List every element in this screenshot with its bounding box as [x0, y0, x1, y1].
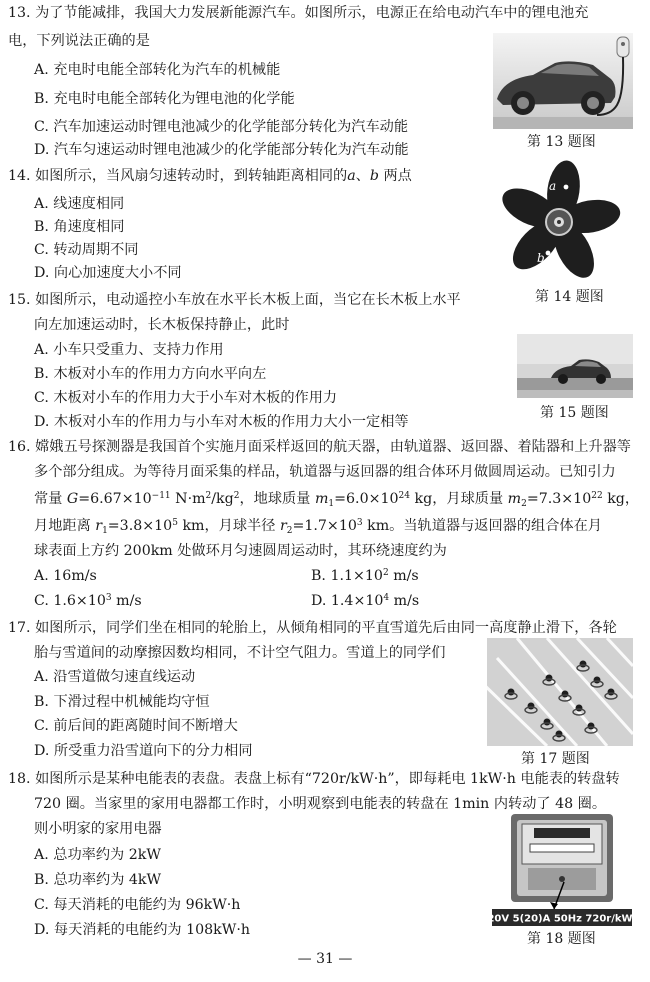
q14-caption: 第 14 题图 [535, 289, 604, 305]
fan-label-b: b [537, 251, 545, 265]
q16-stem-line1: 16. 嫦娥五号探测器是我国首个实施月面采样返回的航天器，由轨道器、返回器、着陆器和上升器等 [8, 439, 631, 455]
q15-option-d: D. 木板对小车的作用力与小车对木板的作用力大小一定相等 [34, 414, 409, 430]
q14-option-b: B. 角速度相同 [34, 219, 125, 235]
q15-stem-line1: 15. 如图所示，电动遥控小车放在水平长木板上面，当它在长木板上水平 [8, 292, 461, 308]
q16-option-a: A. 16m/s [34, 568, 97, 584]
q16-b-text: B. 1.1×10 [311, 568, 383, 584]
q16-subscript: 2 [521, 499, 527, 509]
q17-option-d: D. 所受重力沿雪道向下的分力相同 [34, 743, 253, 759]
q16-option-c [34, 594, 142, 608]
q18-option-a: A. 总功率约为 2kW [34, 847, 161, 863]
q18-option-b: B. 总功率约为 4kW [34, 872, 162, 888]
q14-figure-fan [497, 160, 621, 284]
q13-option-b: B. 充电时电能全部转化为锂电池的化学能 [34, 91, 295, 107]
q16-b-exponent: 2 [382, 568, 389, 578]
q13-stem-line2: 电，下列说法正确的是 [8, 33, 150, 49]
q16-text: 月地距离 [34, 518, 96, 534]
q18-caption: 第 18 题图 [527, 931, 596, 947]
q16-d-text: D. 1.4×10 [311, 593, 384, 609]
q16-option-d [311, 594, 419, 608]
q13-option-a: A. 充电时电能全部转化为汽车的机械能 [34, 62, 281, 78]
q14-point-b: b [369, 168, 379, 184]
q16-stem-line3 [34, 491, 640, 509]
q16-var-r: r [95, 518, 103, 534]
q13-option-d: D. 汽车匀速运动时锂电池减少的化学能部分转化为汽车动能 [34, 142, 409, 158]
meter-rating-label: 220V 5(20)A 50Hz 720r/kW·h [480, 913, 644, 925]
q16-text: =7.3×10 [526, 491, 592, 507]
q18-stem-line2: 720 圈。当家里的家用电器都工作时，小明观察到电能表的转盘在 1min 内转动了 48 圈。 [34, 796, 607, 812]
q16-text: kg，月球质量 [410, 491, 508, 507]
q16-text: N·m [170, 491, 206, 507]
q16-b-unit: m/s [388, 568, 419, 584]
q17-stem-line2: 胎与雪道间的动摩擦因数均相同，不计空气阻力。雪道上的同学们 [34, 645, 446, 661]
q16-text: 常量 [34, 491, 67, 507]
q16-subscript: 1 [102, 526, 108, 536]
q18-option-c: C. 每天消耗的电能约为 96kW·h [34, 897, 241, 913]
q18-option-d: D. 每天消耗的电能约为 108kW·h [34, 922, 250, 938]
q16-c-text: C. 1.6×10 [34, 593, 106, 609]
q15-option-c: C. 木板对小车的作用力大于小车对木板的作用力 [34, 390, 338, 406]
q15-stem-line2: 向左加速运动时，长木板保持静止，此时 [34, 317, 290, 333]
q16-exponent: −11 [151, 491, 171, 501]
q16-var-m: m [507, 491, 522, 507]
q16-var-G: G [66, 491, 79, 507]
q17-stem-line1: 17. 如图所示，同学们坐在相同的轮胎上，从倾角相同的平直雪道先后由同一高度静止滑下，各轮 [8, 620, 617, 636]
q14-stem-line1 [8, 169, 412, 183]
q16-text: kg， [602, 491, 640, 507]
q15-option-b: B. 木板对小车的作用力方向水平向左 [34, 366, 267, 382]
q16-var-m: m [314, 491, 329, 507]
q16-text: km，月球半径 [177, 518, 280, 534]
q16-c-unit: m/s [111, 593, 142, 609]
q16-text: =6.67×10 [78, 491, 152, 507]
q16-var-r: r [279, 518, 287, 534]
q17-caption: 第 17 题图 [521, 751, 590, 767]
q17-option-b: B. 下滑过程中机械能均守恒 [34, 694, 210, 710]
q16-c-exponent: 3 [105, 593, 112, 603]
q16-d-exponent: 4 [383, 593, 390, 603]
q13-option-c: C. 汽车加速运动时锂电池减少的化学能部分转化为汽车动能 [34, 119, 409, 135]
q16-stem-line5: 球表面上方约 200km 处做环月匀速圆周运动时，其环绕速度约为 [34, 543, 447, 559]
q17-figure-snow-slope [487, 638, 633, 746]
q14-stem-text: 14. 如图所示，当风扇匀速转动时，到转轴距离相同的 [8, 168, 348, 184]
q16-text: =6.0×10 [334, 491, 399, 507]
q18-stem-line3: 则小明家的家用电器 [34, 821, 162, 837]
q16-exponent: 22 [591, 491, 603, 501]
q16-exponent: 2 [233, 491, 240, 501]
q14-option-d: D. 向心加速度大小不同 [34, 265, 182, 281]
q16-exponent: 3 [356, 518, 363, 528]
q14-separator: 、 [355, 168, 370, 184]
q16-exponent: 5 [172, 518, 178, 528]
q14-point-a: a [347, 168, 356, 184]
q15-figure-rc-car [517, 334, 633, 398]
q16-text: =1.7×10 [292, 518, 357, 534]
q13-figure-charging-car [493, 33, 633, 129]
q16-d-unit: m/s [389, 593, 420, 609]
q15-option-a: A. 小车只受重力、支持力作用 [34, 342, 224, 358]
q16-text: /kg [211, 491, 234, 507]
q14-option-a: A. 线速度相同 [34, 196, 125, 212]
q14-stem-end: 两点 [378, 168, 412, 184]
q16-option-b [311, 569, 419, 583]
q16-text: ，地球质量 [239, 491, 315, 507]
q16-stem-line4 [34, 518, 602, 536]
q16-stem-line2: 多个部分组成。为等待月面采集的样品，轨道器与返回器的组合体环月做圆周运动。已知引力 [34, 464, 616, 480]
q17-option-c: C. 前后间的距离随时间不断增大 [34, 718, 238, 734]
q18-stem-line1: 18. 如图所示是某种电能表的表盘。表盘上标有“720r/kW·h”，即每耗电 1kW·h 电能表的转盘转 [8, 771, 620, 787]
q13-stem-line1: 13. 为了节能减排，我国大力发展新能源汽车。如图所示，电源正在给电动汽车中的锂电池充 [8, 5, 589, 21]
page-number: — 31 — [297, 951, 353, 967]
q13-caption: 第 13 题图 [527, 134, 596, 150]
q14-option-c: C. 转动周期不同 [34, 242, 139, 258]
q16-exponent: 2 [205, 491, 212, 501]
q16-subscript: 2 [286, 526, 293, 536]
q16-subscript: 1 [328, 499, 335, 509]
q16-text: km。当轨道器与返回器的组合体在月 [362, 518, 602, 534]
q16-text: =3.8×10 [107, 518, 173, 534]
q18-figure-electric-meter [480, 812, 644, 926]
q16-exponent: 24 [398, 491, 410, 501]
fan-label-a: a [549, 179, 557, 193]
q17-option-a: A. 沿雪道做匀速直线运动 [34, 669, 196, 685]
q15-caption: 第 15 题图 [540, 405, 609, 421]
